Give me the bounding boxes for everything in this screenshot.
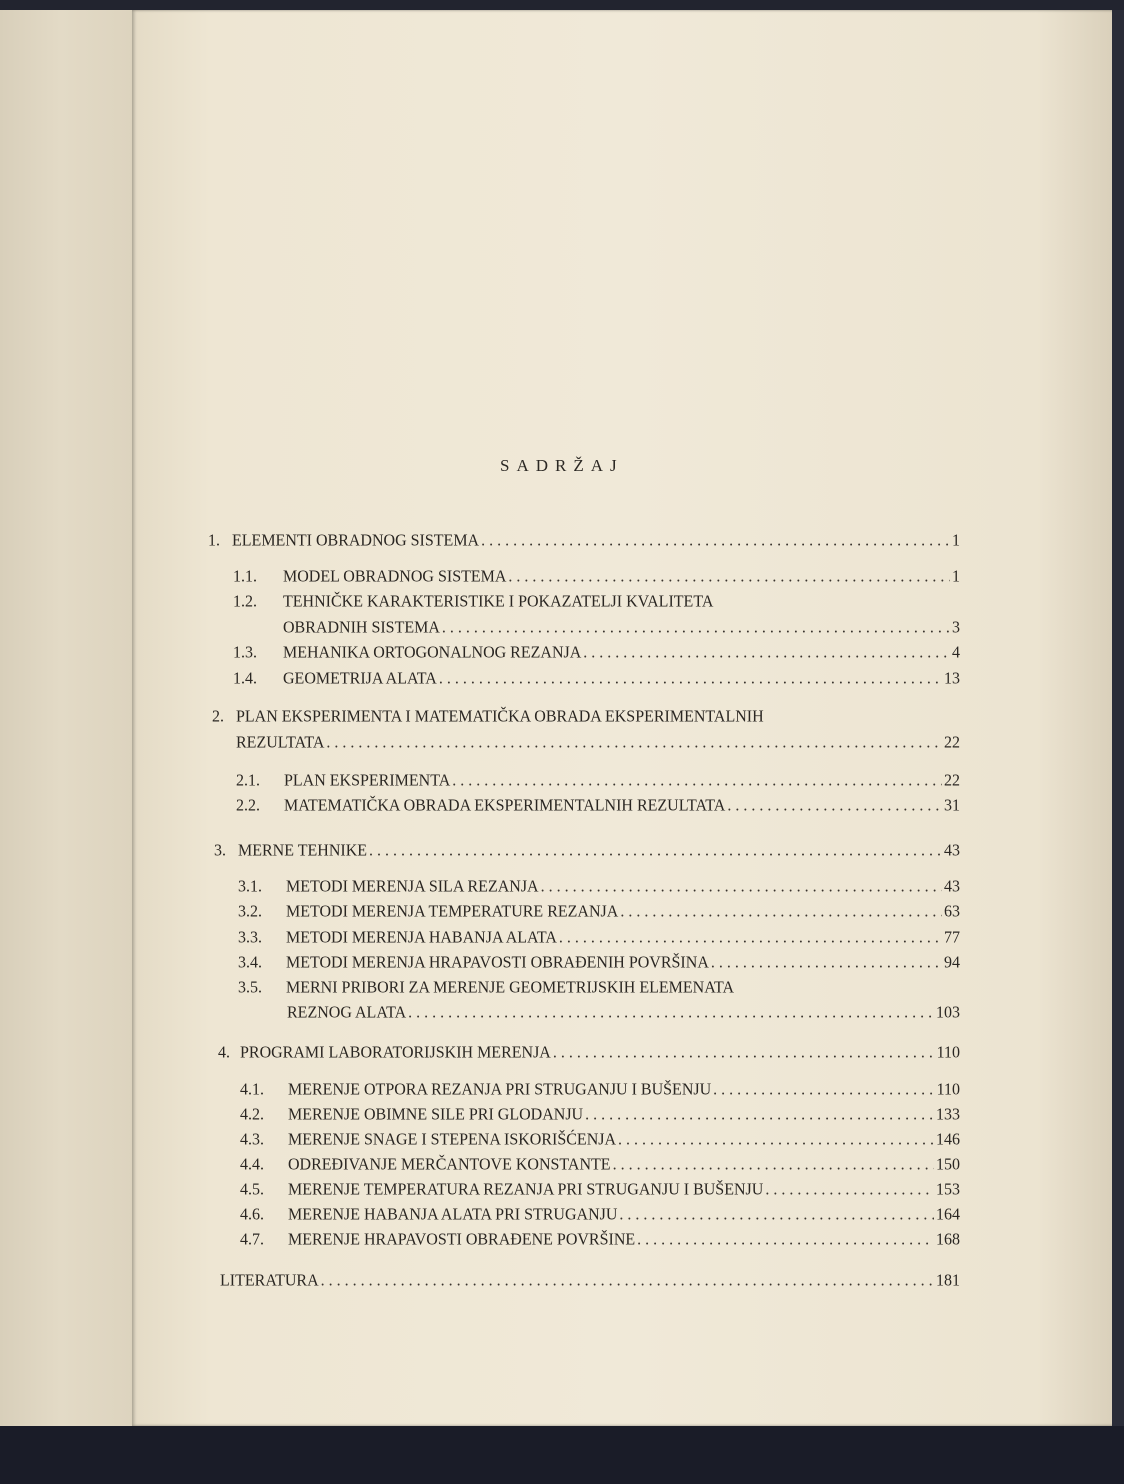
toc-section-1-4 [233, 668, 960, 690]
page-title: SADRŽAJ [500, 456, 624, 475]
toc-page: 1 [952, 567, 960, 586]
toc-number: 3.4. [238, 953, 262, 972]
toc-section-1-3 [233, 642, 960, 664]
toc-literature [220, 1270, 960, 1292]
toc-chapter-2-cont [236, 732, 960, 754]
toc-leader [711, 952, 942, 974]
toc-page: 110 [936, 1043, 960, 1062]
toc-leader [369, 840, 942, 862]
toc-leader [442, 617, 950, 639]
toc-page: 13 [944, 669, 960, 688]
toc-title-continued: REZULTATA [236, 733, 325, 752]
toc-section-1-1 [233, 566, 960, 588]
toc-page: 150 [936, 1155, 960, 1174]
toc-section-1-2 [233, 591, 960, 613]
toc-title: ODREĐIVANJE MERČANTOVE KONSTANTE [288, 1155, 611, 1174]
toc-title: PLAN EKSPERIMENTA [284, 771, 451, 790]
toc-page: 43 [944, 841, 960, 860]
toc-leader [326, 732, 942, 754]
toc-title: MERENJE OTPORA REZANJA PRI STRUGANJU I BUŠENJU [288, 1080, 712, 1099]
toc-number: 3.2. [238, 902, 262, 921]
toc-number: 4.4. [240, 1155, 264, 1174]
toc-title: MERENJE TEMPERATURA REZANJA PRI STRUGANJU I BUŠENJU [288, 1180, 764, 1199]
toc-leader [408, 1002, 934, 1024]
toc-title: MATEMATIČKA OBRADA EKSPERIMENTALNIH REZULTATA [284, 796, 726, 815]
toc-leader [713, 1079, 934, 1101]
toc-number: 1.3. [233, 643, 257, 662]
toc-page: 133 [936, 1105, 960, 1124]
toc-section-1-2-cont [283, 617, 960, 639]
toc-title: PROGRAMI LABORATORIJSKIH MERENJA [240, 1043, 551, 1062]
toc-section-2-2 [236, 795, 960, 817]
toc-leader [321, 1270, 934, 1292]
toc-section-4-3 [240, 1129, 960, 1151]
toc-title: METODI MERENJA SILA REZANJA [286, 877, 539, 896]
toc-leader [765, 1179, 934, 1201]
toc-page: 168 [936, 1230, 960, 1249]
toc-page: 4 [952, 643, 960, 662]
toc-number: 1. [208, 531, 220, 550]
toc-section-4-5 [240, 1179, 960, 1201]
toc-leader [541, 876, 942, 898]
toc-leader [452, 770, 942, 792]
toc-section-4-7 [240, 1229, 960, 1251]
toc-section-3-1 [238, 876, 960, 898]
toc-section-3-4 [238, 952, 960, 974]
toc-number: 4. [218, 1043, 230, 1062]
toc-page: 103 [936, 1003, 960, 1022]
toc-number: 3.5. [238, 978, 262, 997]
toc-page: 22 [944, 771, 960, 790]
toc-title: PLAN EKSPERIMENTA I MATEMATIČKA OBRADA EKSPERIMENTALNIH [236, 707, 764, 726]
toc-leader [508, 566, 950, 588]
toc-leader [637, 1229, 934, 1251]
toc-leader [559, 927, 942, 949]
toc-number: 4.1. [240, 1080, 264, 1099]
toc-title-continued: OBRADNIH SISTEMA [283, 618, 440, 637]
toc-page: 22 [944, 733, 960, 752]
toc-title: METODI MERENJA HRAPAVOSTI OBRAĐENIH POVRŠINA [286, 953, 709, 972]
toc-page: 3 [952, 618, 960, 637]
toc-leader [583, 642, 950, 664]
scan-background-bottom [0, 1426, 1124, 1484]
toc-chapter-1 [208, 530, 960, 552]
toc-page: 31 [944, 796, 960, 815]
toc-title: MERNE TEHNIKE [238, 841, 368, 860]
previous-page-edge [0, 10, 152, 1428]
toc-chapter-3 [214, 840, 960, 862]
toc-title: MERENJE OBIMNE SILE PRI GLODANJU [288, 1105, 584, 1124]
toc-page: 110 [936, 1080, 960, 1099]
toc-title: GEOMETRIJA ALATA [283, 669, 437, 688]
toc-chapter-4 [218, 1042, 960, 1064]
toc-title: MODEL OBRADNOG SISTEMA [283, 567, 507, 586]
toc-title-continued: REZNOG ALATA [287, 1003, 407, 1022]
toc-page: 181 [936, 1271, 960, 1290]
toc-number: 1.4. [233, 669, 257, 688]
toc-section-4-6 [240, 1204, 960, 1226]
toc-page: 1 [952, 531, 960, 550]
toc-section-3-5-cont [287, 1002, 960, 1024]
toc-leader [553, 1042, 935, 1064]
toc-page: 77 [944, 928, 960, 947]
toc-leader [727, 795, 942, 817]
toc-page: 94 [944, 953, 960, 972]
toc-number: 2.1. [236, 771, 260, 790]
toc-number: 4.3. [240, 1130, 264, 1149]
toc-number: 2.2. [236, 796, 260, 815]
toc-leader [620, 901, 942, 923]
toc-section-4-4 [240, 1154, 960, 1176]
toc-title: LITERATURA [220, 1271, 319, 1290]
toc-leader [613, 1154, 934, 1176]
toc-leader [619, 1204, 934, 1226]
toc-leader [481, 530, 950, 552]
toc-number: 4.6. [240, 1205, 264, 1224]
toc-section-3-3 [238, 927, 960, 949]
toc-section-4-1 [240, 1079, 960, 1101]
toc-title: MEHANIKA ORTOGONALNOG REZANJA [283, 643, 582, 662]
toc-number: 4.5. [240, 1180, 264, 1199]
toc-title: MERNI PRIBORI ZA MERENJE GEOMETRIJSKIH ELEMENATA [286, 978, 735, 997]
toc-page: 164 [936, 1205, 960, 1224]
toc-title: MERENJE HABANJA ALATA PRI STRUGANJU [288, 1205, 618, 1224]
toc-title: METODI MERENJA TEMPERATURE REZANJA [286, 902, 619, 921]
toc-title: ELEMENTI OBRADNOG SISTEMA [232, 531, 480, 550]
toc-leader [585, 1104, 934, 1126]
toc-page: 63 [944, 902, 960, 921]
toc-section-3-5 [238, 977, 960, 999]
toc-page: 153 [936, 1180, 960, 1199]
toc-number: 2. [212, 707, 224, 726]
toc-section-4-2 [240, 1104, 960, 1126]
toc-number: 3.3. [238, 928, 262, 947]
scan-background-right [1112, 10, 1124, 1426]
toc-leader [618, 1129, 934, 1151]
toc-number: 1.2. [233, 592, 257, 611]
toc-section-3-2 [238, 901, 960, 923]
toc-page: 43 [944, 877, 960, 896]
toc-title: TEHNIČKE KARAKTERISTIKE I POKAZATELJI KVALITETA [283, 592, 714, 611]
toc-title: MERENJE HRAPAVOSTI OBRAĐENE POVRŠINE [288, 1230, 636, 1249]
toc-page: 146 [936, 1130, 960, 1149]
toc-title: METODI MERENJA HABANJA ALATA [286, 928, 557, 947]
toc-number: 3.1. [238, 877, 262, 896]
toc-number: 4.2. [240, 1105, 264, 1124]
toc-title: MERENJE SNAGE I STEPENA ISKORIŠĆENJA [288, 1130, 617, 1149]
toc-number: 1.1. [233, 567, 257, 586]
toc-number: 3. [214, 841, 226, 860]
toc-leader [439, 668, 942, 690]
toc-chapter-2 [212, 706, 960, 728]
toc-number: 4.7. [240, 1230, 264, 1249]
toc-section-2-1 [236, 770, 960, 792]
